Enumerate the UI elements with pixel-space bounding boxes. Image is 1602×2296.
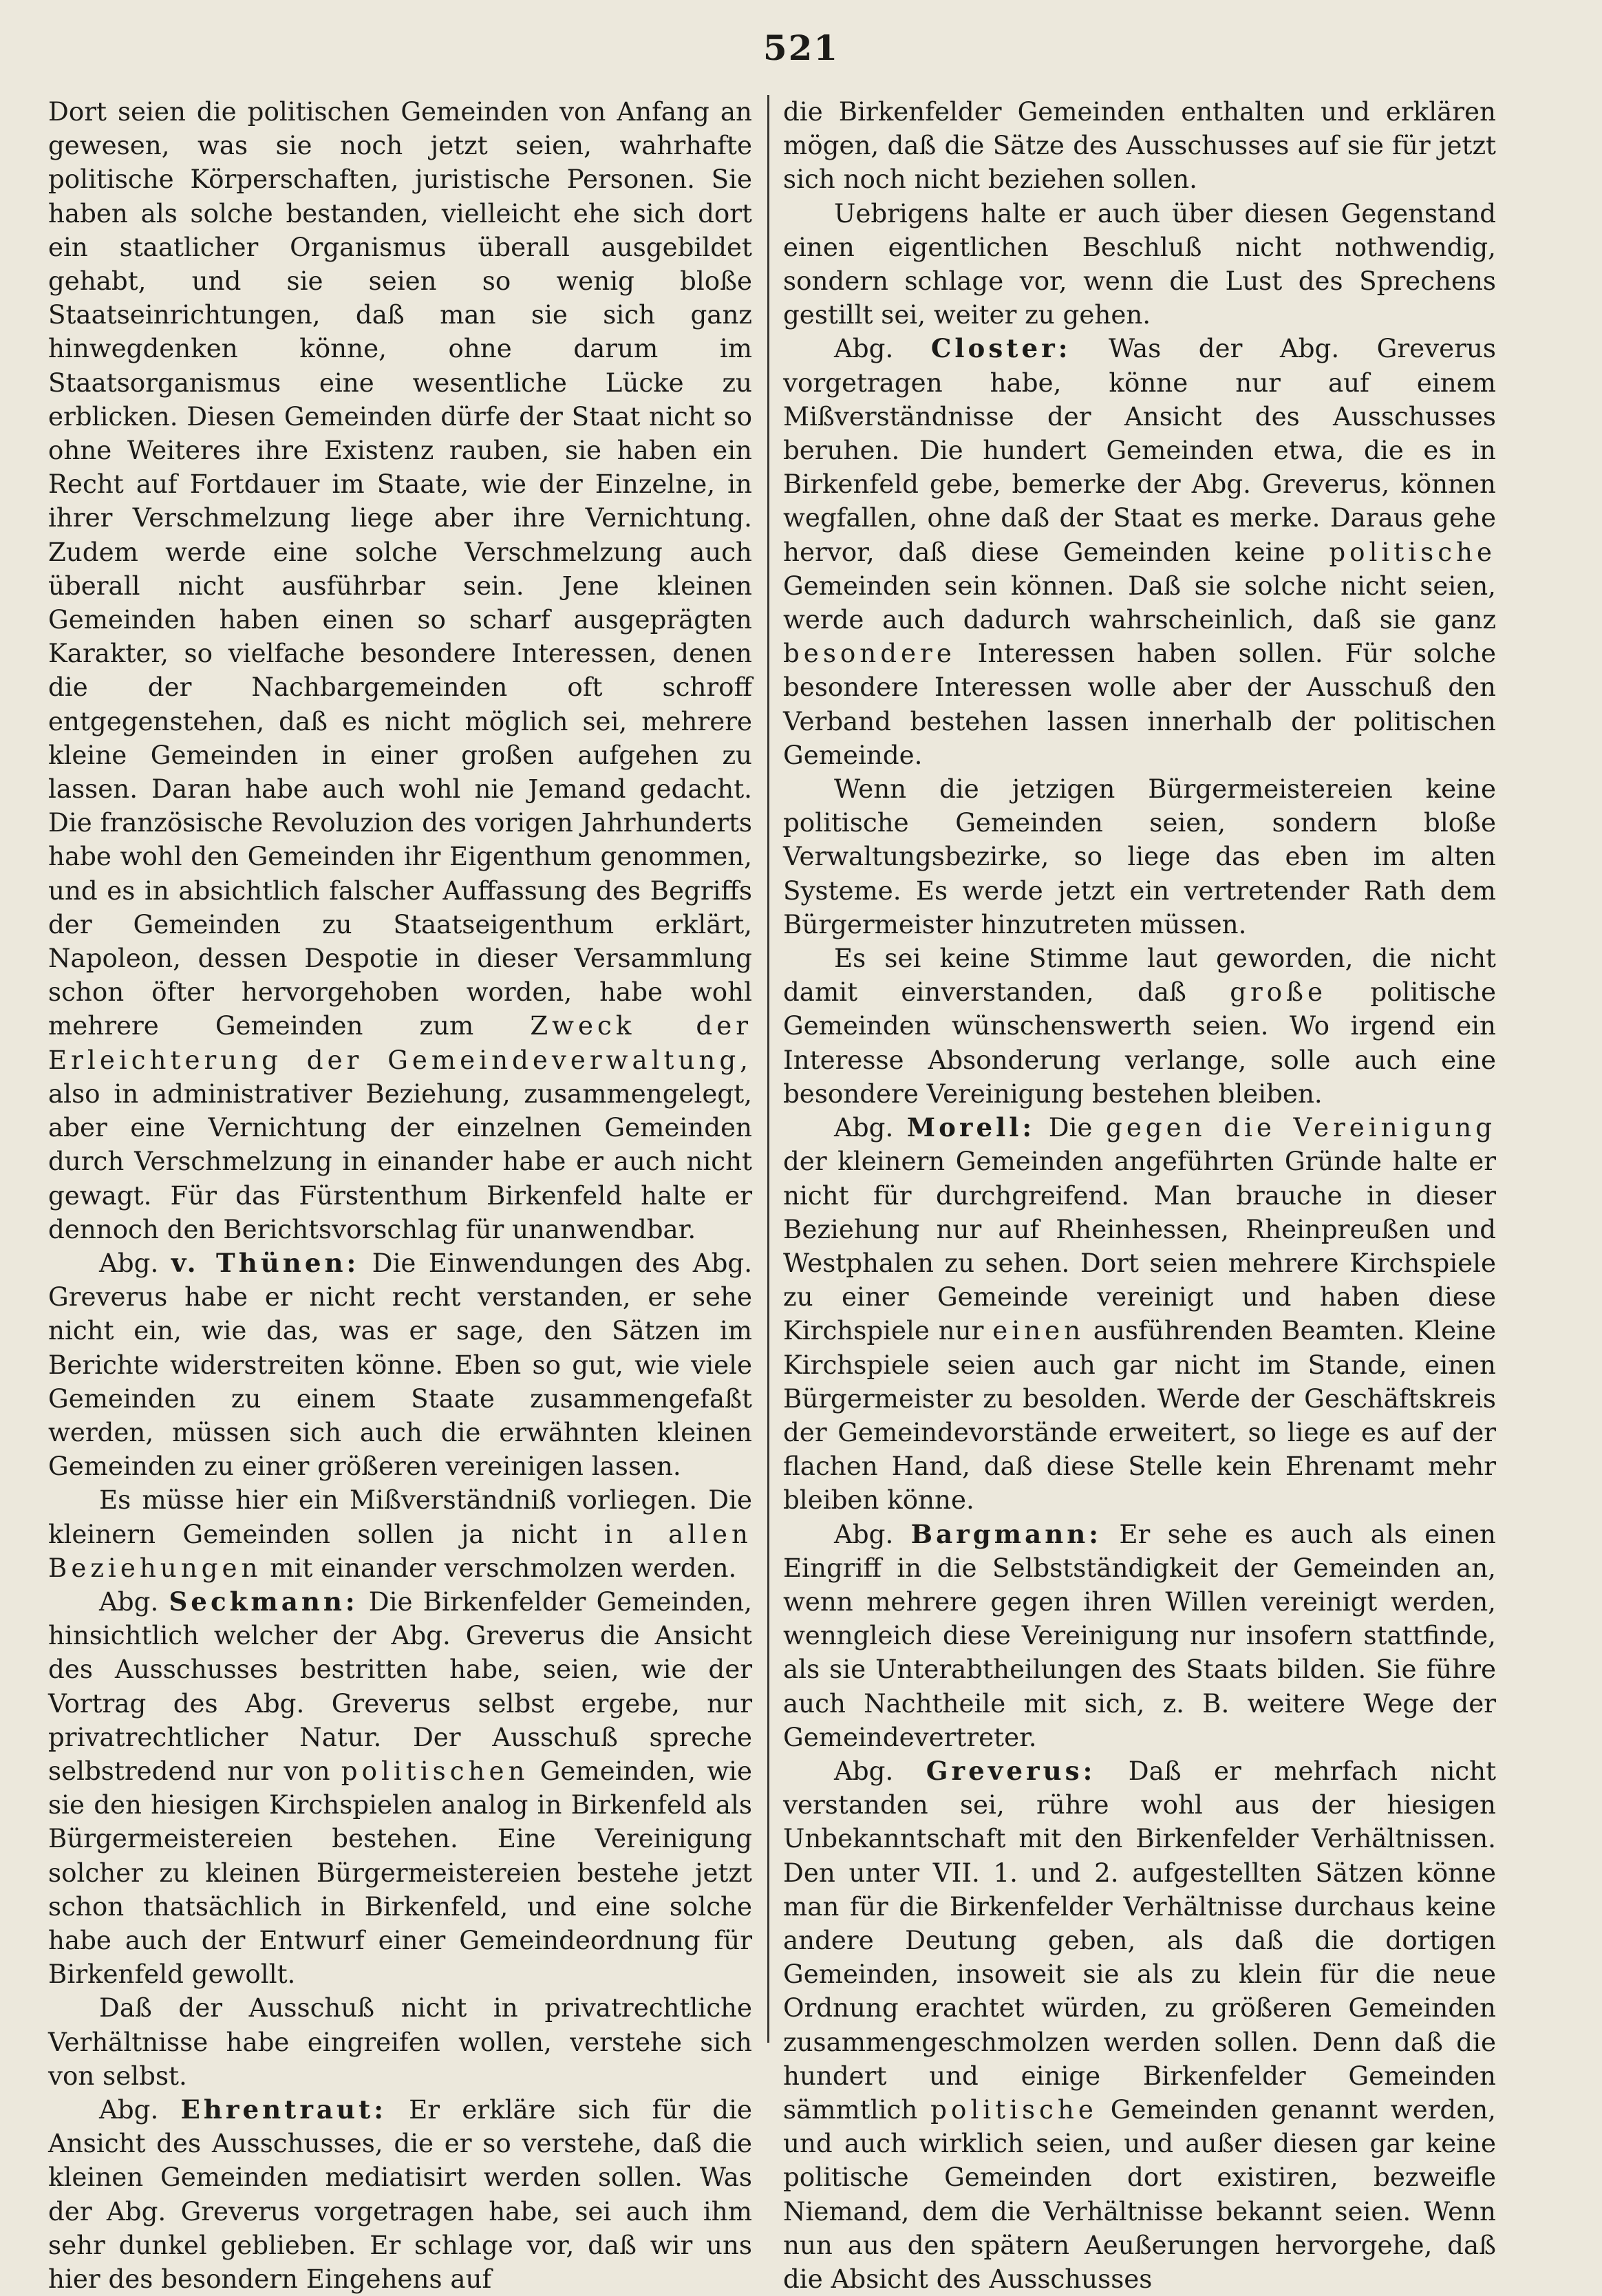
paragraph bbox=[48, 1246, 752, 1483]
paragraph-text: Interessen haben sollen. Für solche besondere Interessen wolle aber der Ausschuß den Verband bestehen lassen innerhalb der politischen Gemeinde. bbox=[783, 638, 1496, 770]
paragraph-text: mit einander verschmolzen werden. bbox=[261, 1552, 737, 1583]
emphasis-text: gegen die Vereinigung bbox=[1106, 1112, 1497, 1143]
paragraph bbox=[783, 772, 1496, 942]
paragraph bbox=[48, 95, 752, 1246]
emphasis-text: politische bbox=[930, 2094, 1098, 2125]
paragraph-text: Abg. bbox=[834, 1755, 926, 1786]
paragraph-text: politische Gemeinden wünschenswerth seien. Wo irgend ein Interesse Absonderung verlange, solle auch eine besondere Vereinigung bestehen bleiben. bbox=[783, 977, 1497, 1109]
column-divider bbox=[767, 95, 769, 2043]
paragraph-text: Wenn die jetzigen Bürgermeistereien keine politische Gemeinden seien, sondern bloße Verwaltungsbezirke, so liege das eben im alten Systeme. Es werde jetzt ein vertretender Rath dem Bürgermeister hinzutreten müssen. bbox=[783, 774, 1496, 939]
paragraph bbox=[783, 1754, 1496, 2296]
paragraph bbox=[783, 332, 1496, 772]
paragraph-text: Dort seien die politischen Gemeinden von Anfang an gewesen, was sie noch jetzt seien, wahrhafte politische Körperschaften, juristische Personen. Sie haben als solche bestanden, vielleicht ehe sich dort ein staatlicher Organismus überall ausgebildet gehabt, und sie seien so wenig bloße Staatseinrichtungen, daß man sie sich ganz hinwegdenken könne, ohne darum im Staatsorganismus eine wesentliche Lücke zu erblicken. Diesen Gemeinden dürfe der Staat nicht so ohne Weiteres ihre Existenz rauben, sie haben ein Recht auf Fortdauer im Staate, wie der Einzelne, in ihrer Verschmelzung liege aber ihre Vernichtung. Zudem werde eine solche Verschmelzung auch überall nicht ausführbar sein. Jene kleinen Gemeinden haben einen so scharf ausgeprägten Karakter, so vielfache besondere Interessen, denen die der Nachbargemeinden oft schroff entgegenstehen, daß es nicht möglich sei, mehrere kleine Gemeinden in einer großen aufgehen zu lassen. Daran habe auch wohl nie Jemand gedacht. Die französische Revoluzion des vorigen Jahrhunderts habe wohl den Gemeinden ihr Eigenthum genommen, und es in absichtlich falscher Auffassung des Begriffs der Gemeinden zu Staatseigenthum erklärt, Napoleon, dessen Despotie in dieser Versammlung schon öfter hervorgehoben worden, habe wohl mehrere Gemeinden zum bbox=[48, 96, 752, 1041]
paragraph bbox=[48, 1991, 752, 2093]
paragraph-text: Daß er mehrfach nicht verstanden sei, rühre wohl aus der hiesigen Unbekanntschaft mit den Birkenfelder Verhältnissen. Den unter VII. 1. und 2. aufgestellten Sätzen könne man für die Birkenfelder Verhältnisse durchaus keine andere Deutung geben, als daß die dortigen Gemeinden, insoweit sie als zu klein für die neue Ordnung erachtet würden, zu größeren Gemeinden zusammengeschmolzen werden sollen. Denn daß die hundert und einige Birkenfelder Gemeinden sämmtlich bbox=[783, 1755, 1497, 2125]
emphasis-text: Zweck der Erleichterung der Gemeindeverwaltung, bbox=[48, 1010, 752, 1075]
paragraph bbox=[783, 1518, 1496, 1754]
speaker-name: Ehrentraut: bbox=[180, 2094, 387, 2125]
emphasis-text: in allen Beziehungen bbox=[48, 1518, 752, 1583]
paragraph-text: Er erkläre sich für die Ansicht des Ausschusses, die er so verstehe, daß die kleinen Gemeinden mediatisirt werden sollen. Was der Abg. Greverus vorgetragen habe, sei auch ihm sehr dunkel geblieben. Er schlage vor, daß wir uns hier des besondern Eingehens auf bbox=[48, 2094, 752, 2294]
paragraph-text: Abg. bbox=[99, 1247, 171, 1278]
paragraph bbox=[783, 1111, 1496, 1517]
paragraph-text: Abg. bbox=[834, 1518, 911, 1549]
paragraph bbox=[783, 95, 1496, 197]
speaker-name: Morell: bbox=[906, 1112, 1036, 1143]
paragraph-text: die Birkenfelder Gemeinden enthalten und erklären mögen, daß die Sätze des Ausschusses auf sie für jetzt sich noch nicht beziehen sollen. bbox=[783, 96, 1496, 195]
emphasis-text: einen bbox=[992, 1315, 1085, 1346]
paragraph-text: Er sehe es auch als einen Eingriff in die Selbstständigkeit der Gemeinden an, wenn mehrere gegen ihren Willen vereinigt werden, wenngleich diese Vereinigung nur insofern stattfinde, als sie Unterabtheilungen des Staats bilden. Sie führe auch Nachtheile mit sich, z. B. weitere Wege der Gemeindevertreter. bbox=[783, 1518, 1496, 1752]
paragraph-text: der kleinern Gemeinden angeführten Gründe halte er nicht für durchgreifend. Man brauche in dieser Beziehung nur auf Rheinhessen, Rheinpreußen und Westphalen zu sehen. Dort seien mehrere Kirchspiele zu einer Gemeinde vereinigt und haben diese Kirchspiele nur bbox=[783, 1146, 1496, 1346]
paragraph-text: Die Birkenfelder Gemeinden, hinsichtlich welcher der Abg. Greverus die Ansicht des Ausschusses bestritten habe, seien, wie der Vortrag des Abg. Greverus selbst ergebe, nur privatrechtlicher Natur. Der Ausschuß spreche selbstredend nur von bbox=[48, 1586, 752, 1786]
paragraph-text: ausführenden Beamten. Kleine Kirchspiele seien auch gar nicht im Stande, einen Bürgermeister zu besolden. Werde der Geschäftskreis der Gemeindevorstände erweitert, so liege es auf der flachen Hand, daß diese Stelle kein Ehrenamt mehr bleiben könne. bbox=[783, 1315, 1496, 1516]
paragraph bbox=[48, 1483, 752, 1585]
paragraph-text: Abg. bbox=[99, 1586, 169, 1617]
paragraph-text: Abg. bbox=[99, 2094, 181, 2125]
paragraph-text: Was der Abg. Greverus vorgetragen habe, könne nur auf einem Mißverständnisse der Ansicht des Ausschusses beruhen. Die hundert Gemeinden etwa, die es in Birkenfeld gebe, bemerke der Abg. Greverus, können wegfallen, ohne daß der Staat es merke. Daraus gehe hervor, daß diese Gemeinden keine bbox=[783, 333, 1496, 567]
paragraph-text: Gemeinden genannt werden, und auch wirklich seien, und außer diesen gar keine politische Gemeinden dort existiren, bezweifle Niemand, dem die Verhältnisse bekannt seien. Wenn nun aus den spätern Aeußerungen hervorgehe, daß die Absicht des Ausschusses bbox=[783, 2094, 1496, 2294]
emphasis-text: besondere bbox=[783, 638, 956, 669]
paragraph-text: Abg. bbox=[834, 333, 931, 364]
paragraph-text: Uebrigens halte er auch über diesen Gegenstand einen eigentlichen Beschluß nicht nothwendig, sondern schlage vor, wenn die Lust des Sprechens gestillt sei, weiter zu gehen. bbox=[783, 198, 1496, 330]
paragraph-text: Gemeinden, wie sie den hiesigen Kirchspielen analog in Birkenfeld als Bürgermeistereien bestehen. Eine Vereinigung solcher zu kleinen Bürgermeistereien bestehe jetzt schon thatsächlich in Birkenfeld, und eine solche habe auch der Entwurf einer Gemeindeordnung für Birkenfeld gewollt. bbox=[48, 1755, 752, 1990]
speaker-name: Seckmann: bbox=[169, 1586, 359, 1617]
emphasis-text: politische bbox=[1329, 536, 1496, 567]
speaker-name: Closter: bbox=[930, 333, 1071, 364]
paragraph-text: Daß der Ausschuß nicht in privatrechtliche Verhältnisse habe eingreifen wollen, verstehe sich von selbst. bbox=[48, 1992, 752, 2091]
paragraph-text: also in administrativer Beziehung, zusammengelegt, aber eine Vernichtung der einzelnen Gemeinden durch Verschmelzung in einander habe er auch nicht gewagt. Für das Fürstenthum Birkenfeld halte er dennoch den Berichtsvorschlag für unanwendbar. bbox=[48, 1078, 752, 1244]
paragraph-text: Die Einwendungen des Abg. Greverus habe er nicht recht verstanden, er sehe nicht ein, wie das, was er sage, den Sätzen im Berichte widerstreiten könne. Eben so gut, wie viele Gemeinden zu einem Staate zusammengefaßt werden, müssen sich auch die erwähnten kleinen Gemeinden zu einer größeren vereinigen lassen. bbox=[48, 1247, 753, 1482]
paragraph bbox=[783, 197, 1496, 332]
speaker-name: Bargmann: bbox=[910, 1518, 1102, 1549]
emphasis-text: politischen bbox=[341, 1755, 529, 1786]
speaker-name: v. Thünen: bbox=[171, 1247, 360, 1278]
paragraph-text: Es sei keine Stimme laut geworden, die nicht damit einverstanden, daß bbox=[783, 943, 1496, 1008]
page-number: 521 bbox=[762, 28, 840, 68]
paragraph bbox=[783, 942, 1496, 1111]
paragraph bbox=[48, 1585, 752, 1991]
paragraph-text: Die bbox=[1035, 1112, 1107, 1143]
speaker-name: Greverus: bbox=[926, 1755, 1096, 1786]
paragraph-text: Abg. bbox=[834, 1112, 907, 1143]
emphasis-text: große bbox=[1230, 977, 1327, 1008]
right-column bbox=[783, 95, 1496, 2296]
left-column bbox=[48, 95, 752, 2296]
paragraph bbox=[48, 2093, 752, 2296]
paragraph-text: Es müsse hier ein Mißverständniß vorliegen. Die kleinern Gemeinden sollen ja nicht bbox=[48, 1485, 752, 1549]
paragraph-text: Gemeinden sein können. Daß sie solche nicht seien, werde auch dadurch wahrscheinlich, daß sie ganz bbox=[783, 570, 1496, 635]
